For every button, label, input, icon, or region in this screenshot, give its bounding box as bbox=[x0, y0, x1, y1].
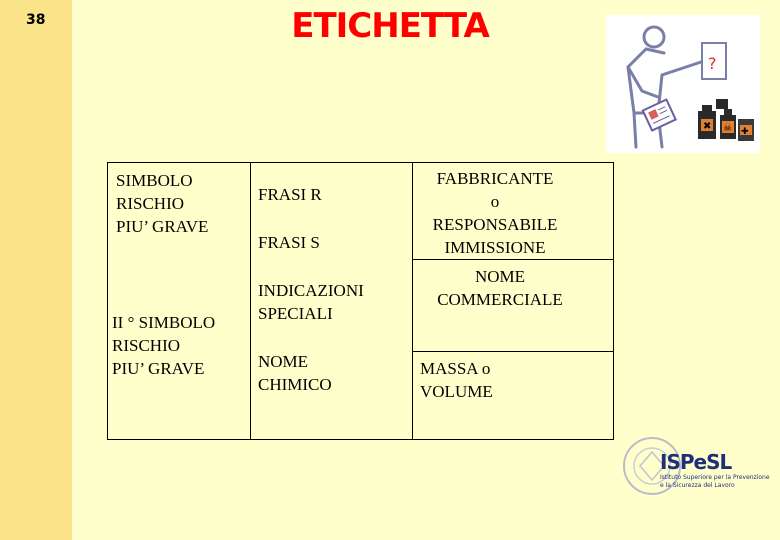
simbolo-rischio-text: SIMBOLO RISCHIO PIU’ GRAVE bbox=[116, 171, 209, 236]
secondo-simbolo-text: II ° SIMBOLO RISCHIO PIU’ GRAVE bbox=[112, 313, 216, 378]
label-box bbox=[107, 162, 614, 440]
fabbricante-text: FABBRICANTE o RESPONSABILE IMMISSIONE bbox=[432, 169, 558, 257]
divider-2 bbox=[412, 163, 413, 439]
illustration bbox=[606, 15, 760, 153]
svg-text:✖: ✖ bbox=[703, 121, 712, 132]
frasi-s-text: FRASI S bbox=[258, 233, 320, 252]
person-with-label-icon bbox=[606, 15, 760, 153]
svg-text:☠: ☠ bbox=[723, 123, 732, 134]
divider-1 bbox=[250, 163, 251, 439]
indicazioni-speciali-text: INDICAZIONI SPECIALI bbox=[258, 281, 364, 323]
left-band bbox=[0, 0, 72, 540]
nome-chimico-text: NOME CHIMICO bbox=[258, 352, 332, 394]
divider-3 bbox=[412, 259, 614, 260]
slide-title: ETICHETTA bbox=[291, 6, 489, 46]
nome-commerciale-text: NOME COMMERCIALE bbox=[437, 267, 563, 309]
slide-number: 38 bbox=[26, 12, 46, 28]
logo-name: ISPeSL bbox=[660, 450, 732, 474]
svg-text:?: ? bbox=[708, 54, 717, 73]
svg-text:✚: ✚ bbox=[741, 127, 749, 137]
ispesl-logo bbox=[622, 428, 772, 503]
frasi-r-text: FRASI R bbox=[258, 185, 322, 204]
massa-volume-text: MASSA o VOLUME bbox=[420, 359, 493, 401]
logo-subtitle: Istituto Superiore per la Prevenzione e la Sicurezza del Lavoro bbox=[660, 474, 770, 489]
divider-4 bbox=[412, 351, 614, 352]
